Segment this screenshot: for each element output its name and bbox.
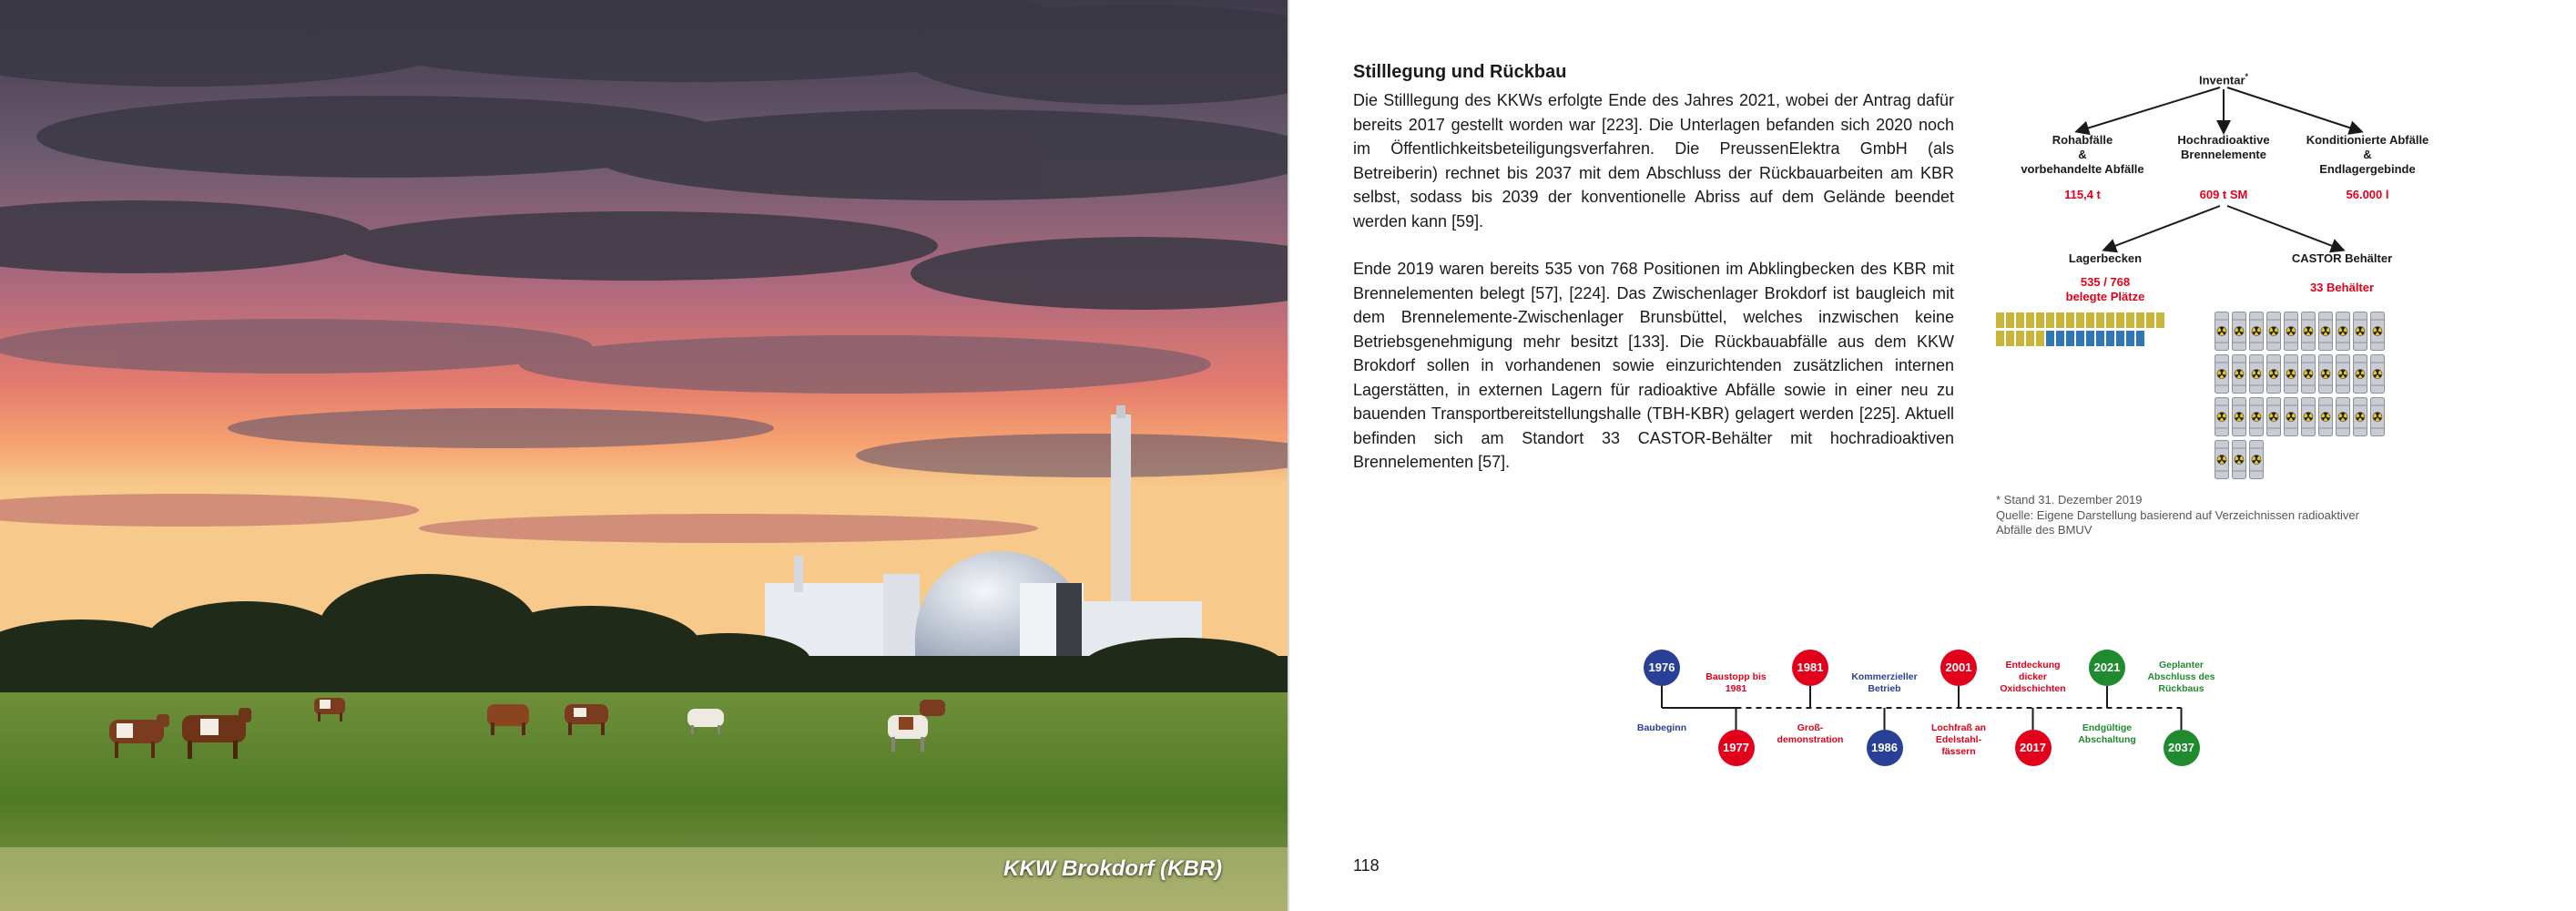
- castor-cask-icon: [2266, 312, 2281, 351]
- timeline-event-label: Lochfraß an Edelstahl- fässern: [1930, 722, 1987, 757]
- pool-slot-free: [2066, 331, 2074, 346]
- pool-slot-occupied: [2116, 312, 2124, 328]
- article: [1353, 60, 1954, 498]
- timeline-event-label: Entdeckung dicker Oxidschichten: [2000, 660, 2066, 694]
- castor-cask-icon: [2318, 354, 2333, 394]
- pool-slot-occupied: [2036, 312, 2044, 328]
- sub-pool-label: Lagerbecken: [2068, 251, 2143, 265]
- timeline-event-label: Endgültige Abschaltung: [2078, 722, 2136, 745]
- page-number: 118: [1353, 856, 1380, 875]
- inventory-diagram: [1985, 55, 2531, 547]
- castor-cask-icon: [2266, 397, 2281, 436]
- pool-slot-free: [2106, 331, 2114, 346]
- branch-conditioned-value: 56.000 l: [2346, 188, 2389, 201]
- branch-fuel-label: Hochradioaktive Brennelemente: [2177, 133, 2270, 161]
- castor-cask-icon: [2232, 312, 2246, 351]
- timeline-year-1986: 1986: [1867, 730, 1903, 766]
- branch-raw-waste-value: 115,4 t: [2064, 188, 2101, 201]
- castor-cask-icon: [2318, 312, 2333, 351]
- castor-cask-icon: [2353, 397, 2367, 436]
- castor-cask-icon: [2232, 397, 2246, 436]
- castor-cask-icon: [2215, 397, 2229, 436]
- article-paragraph-1: Die Stilllegung des KKWs erfolgte Ende des Jahres 2021, wobei der Antrag dafür bereits 2017 gestellt worden war [223]. Die Unterlagen befanden sich 2020 noch im Öffentlichkeitsbeteiligungsverfahren. Die PreussenElektra GmbH (als Betreiberin) rechnet bis 2037 mit dem Abschluss der Rückbauarbeiten am KBR selbst, sodass bis 2039 der konventionelle Abriss auf dem Gelände beendet werden kann [59].: [1353, 91, 1954, 230]
- timeline-year-2001: 2001: [1940, 650, 1977, 686]
- castor-cask-icon: [2266, 354, 2281, 394]
- pool-slot-occupied: [2076, 312, 2084, 328]
- sub-castor-label: CASTOR Behälter: [2291, 251, 2393, 265]
- pool-slot-free: [2126, 331, 2134, 346]
- timeline-year-2021: 2021: [2089, 650, 2125, 686]
- pool-slot-free: [2096, 331, 2104, 346]
- pool-slot-occupied: [2146, 312, 2154, 328]
- timeline-year-1981: 1981: [1792, 650, 1828, 686]
- timeline-year-1977: 1977: [1718, 730, 1755, 766]
- castor-cask-icon: [2370, 312, 2385, 351]
- pool-slot-occupied: [2136, 312, 2144, 328]
- castor-cask-icon: [2318, 397, 2333, 436]
- timeline-event-label: Baubeginn: [1636, 722, 1687, 733]
- branch-conditioned-label: Konditionierte Abfälle & Endlagergebinde: [2306, 133, 2429, 176]
- article-paragraph-2: Ende 2019 waren bereits 535 von 768 Positionen im Abklingbecken des KBR mit Brennelementen belegt [57], [224]. Das Zwischenlager Brokdorf ist baugleich mit dem Brennelemente-Zwischenlager Brunsbüttel, welches inzwischen keine Betriebsgenehmigung mehr besitzt [133]. Die Rückbauabfälle aus dem KKW Brokdorf sollen in vorhandenen sowie einzurichtenden zusätzlichen internen Lagerstätten, in externen Lagern für radioaktive Abfälle sowie in einer neu zu bauenden Transportbereitstellungshalle (TBH-KBR) gelagert werden [225]. Aktuell befinden sich am Standort 33 CASTOR-Behälter mit hochradioaktiven Brennelementen [57].: [1353, 260, 1954, 471]
- inventory-source: Quelle: Eigene Darstellung basierend auf Verzeichnissen radioaktiver Abfälle des BMUV: [1996, 508, 2359, 537]
- timeline-event-label: Geplanter Abschluss des Rückbaus: [2147, 660, 2215, 694]
- pool-slot-occupied: [2126, 312, 2134, 328]
- pool-slot-occupied: [2016, 331, 2024, 346]
- timeline-event-label: Kommerzieller Betrieb: [1851, 671, 1918, 694]
- castor-grid: [2215, 312, 2397, 479]
- timeline-year-2037: 2037: [2164, 730, 2200, 766]
- castor-cask-icon: [2353, 312, 2367, 351]
- pool-slot-occupied: [1996, 312, 2004, 328]
- pool-slot-occupied: [2026, 331, 2034, 346]
- timeline-event-label: Baustopp bis 1981: [1705, 671, 1767, 694]
- pool-slot-occupied: [2056, 312, 2064, 328]
- branch-raw-waste-label: Rohabfälle & vorbehandelte Abfälle: [2021, 133, 2144, 176]
- castor-cask-icon: [2232, 354, 2246, 394]
- inventory-root-label: Inventar: [2198, 73, 2245, 87]
- timeline: [1289, 629, 2576, 811]
- pool-slot-free: [2086, 331, 2094, 346]
- pool-slot-free: [2076, 331, 2084, 346]
- pool-slot-occupied: [2006, 331, 2014, 346]
- castor-cask-icon: [2249, 397, 2264, 436]
- castor-cask-icon: [2232, 440, 2246, 479]
- text-page: [1289, 0, 2576, 911]
- pool-slots-grid: [1996, 312, 2169, 346]
- pool-slot-occupied: [2066, 312, 2074, 328]
- castor-cask-icon: [2353, 354, 2367, 394]
- timeline-year-2017: 2017: [2015, 730, 2052, 766]
- castor-cask-icon: [2301, 397, 2316, 436]
- castor-cask-icon: [2249, 312, 2264, 351]
- sub-castor-value: 33 Behälter: [2309, 281, 2375, 294]
- inventory-root: [2178, 69, 2269, 87]
- timeline-axis: [1289, 629, 2576, 811]
- pool-slot-occupied: [2086, 312, 2094, 328]
- castor-cask-icon: [2370, 354, 2385, 394]
- pool-slot-occupied: [2046, 312, 2054, 328]
- pool-slot-free: [2046, 331, 2054, 346]
- castor-cask-icon: [2284, 397, 2298, 436]
- timeline-event-label: Groß- demonstration: [1777, 722, 1844, 745]
- pool-slot-free: [2136, 331, 2144, 346]
- castor-cask-icon: [2336, 354, 2350, 394]
- castor-cask-icon: [2284, 354, 2298, 394]
- inventory-footnote: * Stand 31. Dezember 2019: [1996, 493, 2143, 507]
- pool-slot-occupied: [2106, 312, 2114, 328]
- inventory-root-mark: *: [2245, 72, 2249, 81]
- photo-caption: KKW Brokdorf (KBR): [1003, 856, 1222, 881]
- pool-slot-occupied: [2026, 312, 2034, 328]
- castor-cask-icon: [2215, 440, 2229, 479]
- castor-cask-icon: [2249, 354, 2264, 394]
- branch-fuel-value: 609 t SM: [2199, 188, 2248, 201]
- castor-cask-icon: [2336, 312, 2350, 351]
- pool-slot-free: [2116, 331, 2124, 346]
- pool-slot-occupied: [2036, 331, 2044, 346]
- castor-cask-icon: [2370, 397, 2385, 436]
- timeline-year-1976: 1976: [1644, 650, 1680, 686]
- castor-cask-icon: [2215, 312, 2229, 351]
- pool-slot-occupied: [2156, 312, 2164, 328]
- castor-cask-icon: [2249, 440, 2264, 479]
- pool-slot-free: [2056, 331, 2064, 346]
- pool-slot-occupied: [2096, 312, 2104, 328]
- pool-slot-occupied: [1996, 331, 2004, 346]
- castor-cask-icon: [2301, 312, 2316, 351]
- castor-cask-icon: [2336, 397, 2350, 436]
- castor-cask-icon: [2215, 354, 2229, 394]
- pool-slot-occupied: [2006, 312, 2014, 328]
- pool-slot-occupied: [2016, 312, 2024, 328]
- castor-cask-icon: [2284, 312, 2298, 351]
- article-heading: Stilllegung und Rückbau: [1353, 62, 1567, 82]
- castor-cask-icon: [2301, 354, 2316, 394]
- sub-pool-value: 535 / 768 belegte Plätze: [2065, 275, 2145, 303]
